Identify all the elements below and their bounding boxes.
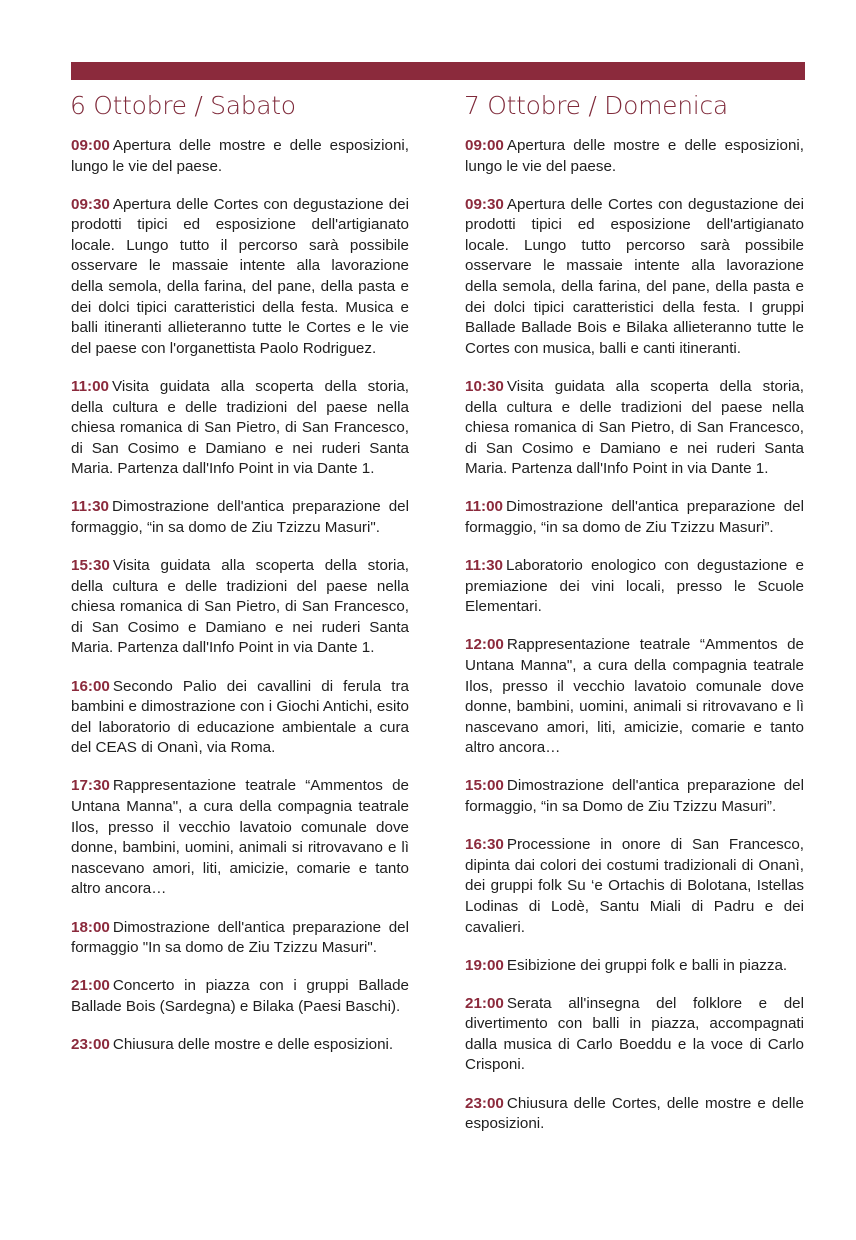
event-description: Esibizione dei gruppi folk e balli in piazza. <box>506 956 788 974</box>
event-time: 16:00 <box>71 677 110 695</box>
event-time: 09:30 <box>465 195 504 213</box>
event-item <box>71 677 409 759</box>
event-description: Secondo Palio dei cavallini di ferula tra bambini e dimostrazione con i Giochi Antichi, esito del laboratorio di educazione ambientale a cura del CEAS di Onanì, via Roma. <box>71 677 409 757</box>
event-item <box>465 497 804 538</box>
event-item <box>465 195 804 360</box>
event-time: 21:00 <box>465 994 504 1012</box>
event-item <box>71 556 409 659</box>
event-item <box>71 136 409 177</box>
event-time: 18:00 <box>71 918 110 936</box>
event-description: Dimostrazione dell'antica preparazione del formaggio, “in sa Domo de Ziu Tzizzu Masuri”. <box>465 777 804 816</box>
event-item <box>71 195 409 360</box>
event-description: Dimostrazione dell'antica preparazione del formaggio, “in sa domo de Ziu Tzizzu Masuri". <box>71 498 409 536</box>
event-time: 15:00 <box>465 777 504 795</box>
event-description: Visita guidata alla scoperta della storia, della cultura e delle tradizioni del paese nella chiesa romanica di San Pietro, di San Francesco, di San Cosimo e Damiano e nei ruderi Santa Maria. Partenza dall'Info Point in via Dante 1. <box>465 377 804 478</box>
event-time: 11:30 <box>465 557 504 575</box>
event-description: Chiusura delle Cortes, delle mostre e delle esposizioni. <box>465 1094 804 1133</box>
event-time: 15:30 <box>71 557 110 575</box>
event-time: 23:00 <box>465 1094 504 1112</box>
event-time: 10:30 <box>465 377 504 395</box>
event-description: Serata all'insegna del folklore e del divertimento con balli in piazza, accompagnati dalla musica di Carlo Boeddu e la voce di Carlo Crisponi. <box>465 994 804 1074</box>
event-item <box>465 1094 804 1135</box>
event-time: 09:00 <box>71 137 110 154</box>
event-item <box>71 918 409 959</box>
event-description: Rappresentazione teatrale “Ammentos de Untana Manna", a cura della compagnia teatrale Ilos, presso il vecchio lavatoio comunale dove donne, bambini, uomini, animali si ritrovavano e lì nascevano amori, liti, amicizie, comarie e tanto altro ancora… <box>465 636 804 757</box>
event-description: Dimostrazione dell'antica preparazione del formaggio, “in sa domo de Ziu Tzizzu Masuri”. <box>465 498 804 536</box>
event-description: Apertura delle Cortes con degustazione dei prodotti tipici ed esposizione dell'artigianato locale. Lungo tutto percorso sarà possibile osservare le massaie intente alla lavorazione della semola, della farina, del pane, della pasta e dei dolci tipici caratteristici della festa. I gruppi Ballade Ballade Bois e Bilaka allieteranno tutte le Cortes con musica, balli e canti itineranti. <box>465 195 804 357</box>
event-time: 11:00 <box>71 377 110 395</box>
event-item <box>71 1035 409 1056</box>
event-time: 12:00 <box>465 636 504 654</box>
event-description: Apertura delle Cortes con degustazione dei prodotti tipici ed esposizione dell'artigianato locale. Lungo tutto il percorso sarà possibile osservare le massaie intente alla lavorazione della semola, della farina, del pane, della pasta e dei dolci tipici caratteristici della festa. Musica e balli itineranti allieteranno tutte le Cortes e le vie del paese con l'organettista Paolo Rodriguez. <box>71 195 409 357</box>
event-time: 21:00 <box>71 977 110 995</box>
day-title: 7 Ottobre / Domenica <box>464 91 728 120</box>
event-item <box>465 835 804 938</box>
event-time: 19:00 <box>465 956 504 974</box>
event-time: 11:00 <box>465 498 504 516</box>
event-description: Chiusura delle mostre e delle esposizioni. <box>112 1035 394 1053</box>
event-item <box>465 556 804 618</box>
event-description: Rappresentazione teatrale “Ammentos de Untana Manna", a cura della compagnia teatrale Ilos, presso il vecchio lavatoio comunale dove donne, bambini, uomini, animali si ritrovavano e lì nascevano amori, liti, amicizie, comarie e tanto altro ancora… <box>71 777 409 898</box>
event-item <box>71 377 409 480</box>
event-item <box>465 956 804 977</box>
event-description: Visita guidata alla scoperta della storia, della cultura e delle tradizioni del paese nella chiesa romanica di San Pietro, di San Francesco, di San Cosimo e Damiano e nei ruderi Santa Maria. Partenza dall'Info Point in via Dante 1. <box>71 377 409 478</box>
event-time: 23:00 <box>71 1035 110 1053</box>
day-column-sunday <box>465 86 804 1152</box>
event-description: Apertura delle mostre e delle esposizioni, lungo le vie del paese. <box>71 137 409 175</box>
event-item <box>465 994 804 1076</box>
event-description: Concerto in piazza con i gruppi Ballade Ballade Bois (Sardegna) e Bilaka (Paesi Baschi). <box>71 977 409 1015</box>
event-item <box>465 136 804 177</box>
event-time: 09:30 <box>71 195 110 213</box>
event-description: Dimostrazione dell'antica preparazione del formaggio "In sa domo de Ziu Tzizzu Masuri". <box>71 918 409 957</box>
event-time: 09:00 <box>465 137 504 154</box>
event-item <box>465 635 804 759</box>
event-item <box>465 377 804 480</box>
event-description: Visita guidata alla scoperta della storia, della cultura e delle tradizioni del paese nella chiesa romanica di San Pietro, di San Francesco, di San Cosimo e Damiano e nei ruderi Santa Maria. Partenza dall'Info Point in via Dante 1. <box>71 557 409 657</box>
day-column-saturday <box>71 86 409 1073</box>
event-time: 16:30 <box>465 836 504 854</box>
header-accent-bar <box>71 62 805 80</box>
day-title: 6 Ottobre / Sabato <box>70 91 296 120</box>
event-description: Laboratorio enologico con degustazione e premiazione dei vini locali, presso le Scuole Elementari. <box>465 557 804 616</box>
event-time: 17:30 <box>71 777 110 795</box>
event-item <box>71 497 409 538</box>
event-item <box>71 776 409 900</box>
event-time: 11:30 <box>71 498 110 516</box>
event-description: Apertura delle mostre e delle esposizioni, lungo le vie del paese. <box>465 137 804 175</box>
event-item <box>71 976 409 1017</box>
event-item <box>465 776 804 817</box>
event-description: Processione in onore di San Francesco, dipinta dai colori dei costumi tradizionali di Onanì, dei gruppi folk Su ‘e Ortachis di Bolotana, Istellas Lodinas di Lodè, Santu Miali di Padru e dei cavalieri. <box>465 836 804 936</box>
